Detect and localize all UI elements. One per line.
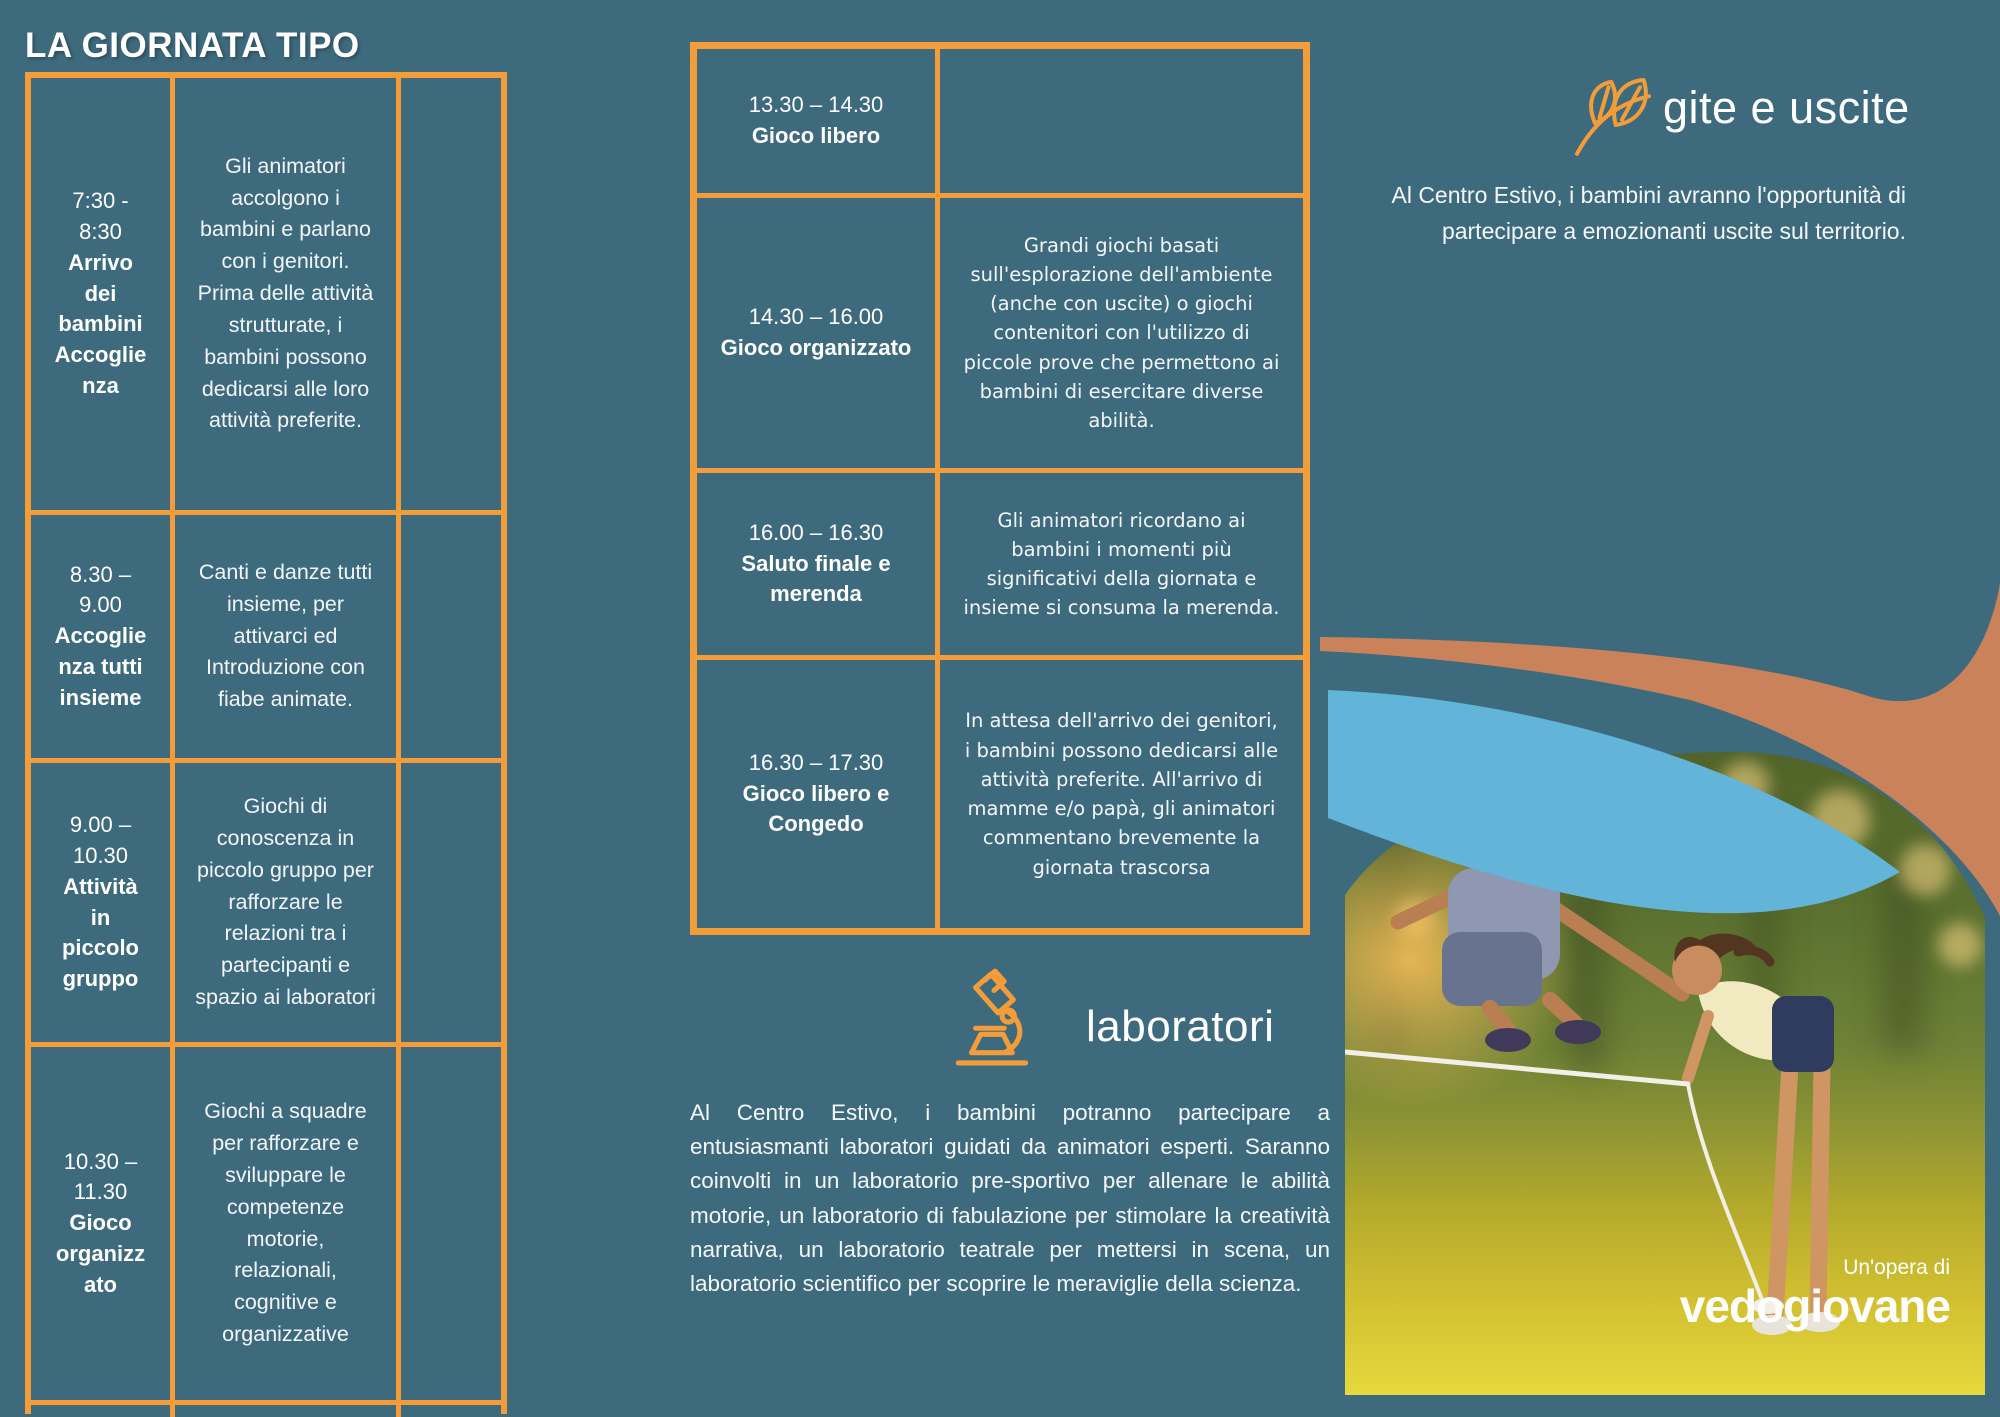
schedule-time-cell bbox=[697, 660, 940, 928]
activity-name: Arrivo dei bambini Accoglienza bbox=[54, 249, 147, 398]
activity-description: Grandi giochi basati sull'esplorazione dell'ambiente (anche con uscite) o giochi contenitori con l'utilizzo di piccole prove che permettono ai bambini di esercitare diverse abilità. bbox=[963, 233, 1280, 433]
schedule-desc-cell bbox=[175, 1047, 401, 1405]
gite-title: gite e uscite bbox=[1663, 82, 1910, 133]
activity-description: In attesa dell'arrivo dei genitori, i bambini possono dedicarsi alle attività preferite. All'arrivo di mamme e/o papà, gli animatori commentano brevemente la giornata trascorsa bbox=[964, 709, 1279, 879]
schedule-empty-cell bbox=[401, 78, 501, 515]
activity-name: Saluto finale e merenda bbox=[741, 550, 891, 607]
time-range: 13.30 – 14.30 bbox=[748, 92, 884, 118]
laboratori-paragraph: Al Centro Estivo, i bambini potranno partecipare a entusiasmanti laboratori guidati da animatori esperti. Saranno coinvolti in un laboratorio pre-sportivo per allenare le abilità motorie, un laboratorio di fabulazione per stimolare la creatività narrativa, un laboratorio teatrale per mettersi in scena, un laboratorio scientifico per scoprire le meraviglie della scienza. bbox=[690, 1100, 1330, 1296]
activity-name: Gioco libero e Congedo bbox=[742, 780, 890, 837]
activity-description: Canti e danze tutti insieme, per attivarci ed Introduzione con fiabe animate. bbox=[198, 559, 373, 712]
leaf-icon bbox=[1568, 72, 1658, 160]
activity-description: Gli animatori accolgono i bambini e parlano con i genitori. Prima delle attività strutturate, i bambini possono dedicarsi alle loro attività preferite. bbox=[197, 153, 374, 433]
schedule-empty-cell bbox=[175, 1405, 401, 1417]
time-range: 10.30 – 11.30 bbox=[63, 1148, 138, 1205]
schedule-empty-cell bbox=[401, 1047, 501, 1405]
microscope-icon bbox=[945, 962, 1047, 1070]
schedule-empty-cell bbox=[401, 515, 501, 763]
schedule-time-cell bbox=[697, 473, 940, 660]
activity-name: Gioco libero bbox=[751, 123, 881, 148]
schedule-time-cell bbox=[31, 78, 175, 515]
schedule-empty-cell bbox=[401, 1405, 501, 1417]
schedule-time-cell bbox=[31, 515, 175, 763]
schedule-desc-cell bbox=[175, 763, 401, 1047]
schedule-time-cell bbox=[31, 763, 175, 1047]
schedule-desc-cell bbox=[175, 515, 401, 763]
schedule-empty-cell bbox=[31, 1405, 175, 1417]
activity-description: Gli animatori ricordano ai bambini i momenti più significativi della giornata e insieme si consuma la merenda. bbox=[963, 508, 1280, 620]
schedule-desc-cell bbox=[940, 660, 1303, 928]
schedule-empty-cell bbox=[401, 763, 501, 1047]
schedule-time-cell bbox=[697, 198, 940, 473]
schedule-desc-cell bbox=[940, 49, 1303, 198]
schedule-table-morning bbox=[25, 72, 507, 1414]
laboratori-title: laboratori bbox=[1086, 1002, 1275, 1051]
time-range: 16.30 – 17.30 bbox=[748, 749, 884, 775]
time-range: 14.30 – 16.00 bbox=[748, 304, 884, 330]
activity-name: Gioco organizzato bbox=[55, 1210, 146, 1297]
activity-description: Giochi di conoscenza in piccolo gruppo per rafforzare le relazioni tra i partecipanti e spazio ai laboratori bbox=[195, 794, 376, 1010]
schedule-time-cell bbox=[697, 49, 940, 198]
schedule-desc-cell bbox=[940, 198, 1303, 473]
vedogiovane-logo: vedogiovane bbox=[1679, 1280, 1950, 1332]
schedule-desc-cell bbox=[175, 78, 401, 515]
credit-block bbox=[1450, 1256, 1950, 1330]
schedule-desc-cell bbox=[940, 473, 1303, 660]
time-range: 16.00 – 16.30 bbox=[748, 519, 884, 545]
schedule-table-afternoon bbox=[690, 42, 1310, 935]
page-title: LA GIORNATA TIPO bbox=[25, 26, 360, 65]
time-range: 9.00 – 10.30 bbox=[69, 812, 132, 868]
credit-prefix: Un'opera di bbox=[1843, 1256, 1950, 1279]
time-range: 8.30 – 9.00 bbox=[69, 561, 132, 618]
gite-paragraph: Al Centro Estivo, i bambini avranno l'opportunità di partecipare a emozionanti uscite sul territorio. bbox=[1391, 182, 1906, 244]
activity-description: Giochi a squadre per rafforzare e sviluppare le competenze motorie, relazionali, cognitive e organizzative bbox=[204, 1099, 367, 1346]
activity-name: Accoglienza tutti insieme bbox=[54, 623, 147, 710]
activity-name: Attività in piccolo gruppo bbox=[61, 873, 139, 992]
activity-name: Gioco organizzato bbox=[720, 335, 912, 360]
time-range: 7:30 - 8:30 bbox=[72, 188, 129, 244]
schedule-time-cell bbox=[31, 1047, 175, 1405]
